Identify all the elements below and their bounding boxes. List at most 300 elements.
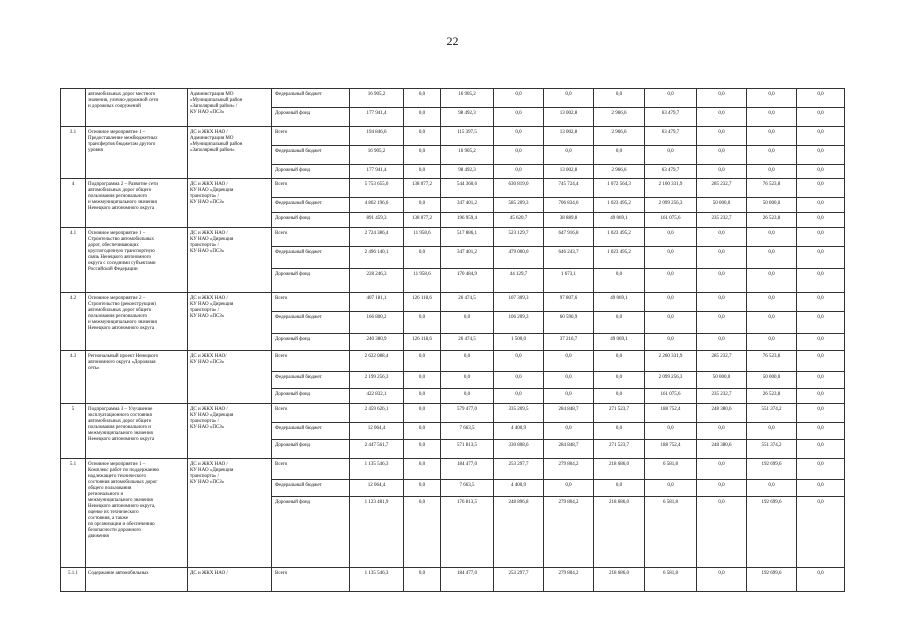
amount-cell: 138 077,2 [404, 213, 441, 228]
amount-cell: 0,0 [797, 146, 845, 165]
amount-cell: 0,0 [544, 351, 594, 372]
amount-cell: 98 492,3 [441, 108, 494, 127]
amount-cell: 0,0 [404, 312, 441, 334]
amount-cell: 0,0 [594, 389, 645, 404]
amount-cell: 0,0 [645, 312, 697, 334]
row-executor-cell [188, 89, 272, 127]
row-executor: ДС и ЖКХ НАО / КУ НАО «Дирекция транспорта» / КУ НАО «ПСЗ» [190, 231, 234, 254]
amount-cell: 161 075,6 [645, 213, 697, 228]
amount-cell: 13 002,8 [544, 108, 594, 127]
amount-cell: 0,0 [797, 389, 845, 404]
amount-cell: 49 069,1 [594, 293, 645, 312]
amount-cell: 0,0 [594, 423, 645, 440]
row-index: 5.1.1 [61, 568, 86, 592]
amount-cell: 4 862 196,6 [350, 198, 404, 213]
amount-cell: 0,0 [797, 480, 845, 497]
amount-cell: 170 484,9 [441, 269, 494, 293]
row-description-cell [86, 127, 188, 179]
funding-source: Федеральный бюджет [272, 480, 350, 497]
amount-cell: 285 232,7 [697, 179, 747, 198]
amount-cell: 0,0 [797, 179, 845, 198]
amount-cell: 0,0 [494, 389, 544, 404]
row-index: 4.3 [61, 351, 86, 404]
row-executor: ДС и ЖКХ НАО / Администрация МО «Муниципальный район «Заполярный район» [190, 130, 243, 153]
amount-cell: 0,0 [697, 497, 747, 568]
amount-cell: 2 199 256,3 [350, 372, 404, 389]
amount-cell: 0,0 [645, 146, 697, 165]
row-index: 5 [61, 404, 86, 459]
amount-cell: 16 905,2 [441, 89, 494, 108]
funding-source: Дорожный фонд [272, 213, 350, 228]
amount-cell: 7 663,5 [441, 480, 494, 497]
amount-cell: 347 401,2 [441, 198, 494, 213]
amount-cell: 1 500,0 [494, 334, 544, 351]
amount-cell: 0,0 [697, 269, 747, 293]
amount-cell: 0,0 [494, 351, 544, 372]
funding-source: Федеральный бюджет [272, 247, 350, 269]
amount-cell: 0,0 [594, 480, 645, 497]
funding-source: Дорожный фонд [272, 108, 350, 127]
amount-cell: 0,0 [697, 89, 747, 108]
amount-cell: 97 807,6 [544, 293, 594, 312]
funding-source: Всего [272, 568, 350, 592]
amount-cell: 1 072 564,3 [594, 179, 645, 198]
amount-cell: 248 896,8 [494, 497, 544, 568]
amount-cell: 49 069,1 [594, 334, 645, 351]
amount-cell: 0,0 [404, 146, 441, 165]
amount-cell: 0,0 [544, 389, 594, 404]
amount-cell: 6 581,8 [645, 568, 697, 592]
amount-cell: 0,0 [404, 127, 441, 146]
amount-cell: 2 160 331,9 [645, 179, 697, 198]
amount-cell: 0,0 [697, 146, 747, 165]
row-description-cell [86, 351, 188, 404]
amount-cell: 0,0 [404, 389, 441, 404]
amount-cell: 0,0 [697, 459, 747, 480]
amount-cell: 0,0 [797, 459, 845, 480]
row-executor-cell [188, 351, 272, 404]
amount-cell: 0,0 [404, 247, 441, 269]
amount-cell: 45 620,7 [494, 213, 544, 228]
amount-cell: 0,0 [441, 351, 494, 372]
amount-cell: 192 699,6 [747, 497, 797, 568]
amount-cell: 44 129,7 [494, 269, 544, 293]
amount-cell: 285 232,7 [697, 351, 747, 372]
amount-cell: 16 905,2 [350, 146, 404, 165]
amount-cell: 177 941,4 [350, 165, 404, 179]
amount-cell: 630 819,0 [494, 179, 544, 198]
row-description: Региональный проект Ненецкого автономного округа «Дорожная сеть» [88, 354, 159, 371]
row-executor-cell [188, 127, 272, 179]
amount-cell: 0,0 [797, 312, 845, 334]
amount-cell: 2 447 561,7 [350, 440, 404, 459]
amount-cell: 0,0 [747, 165, 797, 179]
amount-cell: 50 000,0 [747, 372, 797, 389]
amount-cell: 0,0 [404, 198, 441, 213]
amount-cell: 0,0 [441, 389, 494, 404]
funding-source: Дорожный фонд [272, 269, 350, 293]
row-executor: ДС и ЖКХ НАО / КУ НАО «Дирекция транспорта» / КУ НАО «ПСЗ» [190, 407, 234, 430]
amount-cell: 0,0 [645, 293, 697, 312]
row-description: Подпрограмма 3 – Улучшение эксплуатационного состояния автомобильных дорог общего пользования регионального и межмуниципального значения Ненецкого автономного округа [88, 407, 155, 442]
amount-cell: 0,0 [645, 247, 697, 269]
amount-cell: 0,0 [797, 108, 845, 127]
row-description: Основное мероприятие 2 – Строительство (реконструкция) автомобильных дорог общего пользования регионального и межмуниципального значения Ненецкого автономного округа [88, 296, 157, 331]
amount-cell: 37 216,7 [544, 334, 594, 351]
amount-cell: 551 374,2 [747, 440, 797, 459]
amount-cell: 1 135 546,3 [350, 459, 404, 480]
amount-cell: 0,0 [645, 334, 697, 351]
table-row [61, 293, 845, 312]
table-row [61, 351, 845, 372]
amount-cell: 0,0 [747, 89, 797, 108]
amount-cell: 2 724 386,4 [350, 228, 404, 247]
amount-cell: 0,0 [747, 293, 797, 312]
amount-cell: 63 479,7 [645, 108, 697, 127]
amount-cell: 0,0 [797, 334, 845, 351]
amount-cell: 26 523,8 [747, 213, 797, 228]
amount-cell: 0,0 [697, 312, 747, 334]
amount-cell: 63 479,7 [645, 127, 697, 146]
amount-cell: 0,0 [797, 228, 845, 247]
row-index: 5.1 [61, 459, 86, 568]
amount-cell: 0,0 [747, 480, 797, 497]
amount-cell: 176 813,5 [441, 497, 494, 568]
amount-cell: 517 886,1 [441, 228, 494, 247]
amount-cell: 0,0 [747, 312, 797, 334]
amount-cell: 0,0 [747, 334, 797, 351]
amount-cell: 0,0 [747, 269, 797, 293]
amount-cell: 188 752,4 [645, 404, 697, 423]
row-index [61, 89, 86, 127]
amount-cell: 0,0 [544, 89, 594, 108]
amount-cell: 0,0 [747, 127, 797, 146]
amount-cell: 228 246,3 [350, 269, 404, 293]
amount-cell: 0,0 [797, 351, 845, 372]
amount-cell: 1 135 546,3 [350, 568, 404, 592]
row-executor: ДС и ЖКХ НАО/ КУ НАО «ПСЗ» [190, 354, 227, 365]
amount-cell: 0,0 [797, 293, 845, 312]
amount-cell: 12 064,4 [350, 480, 404, 497]
amount-cell: 4 400,9 [494, 480, 544, 497]
amount-cell: 0,0 [404, 497, 441, 568]
funding-source: Всего [272, 179, 350, 198]
amount-cell: 891 459,3 [350, 213, 404, 228]
amount-cell: 0,0 [594, 146, 645, 165]
amount-cell: 0,0 [797, 404, 845, 423]
row-index: 3.1 [61, 127, 86, 179]
amount-cell: 1 123 481,9 [350, 497, 404, 568]
amount-cell: 0,0 [441, 312, 494, 334]
funding-source: Всего [272, 127, 350, 146]
amount-cell: 0,0 [404, 165, 441, 179]
row-description: Содержание автомобильных [88, 571, 149, 576]
amount-cell: 63 479,7 [645, 165, 697, 179]
amount-cell: 0,0 [747, 423, 797, 440]
row-executor: ДС и ЖКХ НАО / КУ НАО «Дирекция транспорта» / КУ НАО «ПСЗ» [190, 296, 234, 319]
amount-cell: 2 099 256,3 [645, 198, 697, 213]
funding-source: Федеральный бюджет [272, 89, 350, 108]
funding-source: Всего [272, 228, 350, 247]
amount-cell: 0,0 [697, 480, 747, 497]
amount-cell: 7 663,5 [441, 423, 494, 440]
funding-source: Дорожный фонд [272, 440, 350, 459]
amount-cell: 0,0 [747, 228, 797, 247]
row-description-cell [86, 179, 188, 228]
amount-cell: 0,0 [594, 351, 645, 372]
amount-cell: 218 686,0 [594, 568, 645, 592]
amount-cell: 6 581,8 [645, 459, 697, 480]
table-row [61, 459, 845, 480]
amount-cell: 161 075,6 [645, 389, 697, 404]
amount-cell: 0,0 [594, 269, 645, 293]
funding-source: Дорожный фонд [272, 334, 350, 351]
amount-cell: 98 492,3 [441, 165, 494, 179]
amount-cell: 0,0 [544, 423, 594, 440]
amount-cell: 0,0 [697, 334, 747, 351]
amount-cell: 271 523,7 [594, 404, 645, 423]
row-description-cell [86, 293, 188, 351]
amount-cell: 248 380,6 [697, 404, 747, 423]
amount-cell: 0,0 [797, 372, 845, 389]
amount-cell: 126 118,6 [404, 293, 441, 312]
amount-cell: 192 699,6 [747, 568, 797, 592]
amount-cell: 0,0 [797, 423, 845, 440]
amount-cell: 279 804,2 [544, 568, 594, 592]
amount-cell: 0,0 [494, 146, 544, 165]
amount-cell: 26 474,5 [441, 293, 494, 312]
amount-cell: 253 297,7 [494, 568, 544, 592]
amount-cell: 0,0 [544, 480, 594, 497]
row-description: Подпрограмма 2 – Развитие сети автомобильных дорог общего пользования регионального и межмуниципального значения Ненецкого автономного округа [88, 182, 158, 211]
amount-cell: 422 832,1 [350, 389, 404, 404]
amount-cell: 2 622 088,4 [350, 351, 404, 372]
amount-cell: 0,0 [797, 213, 845, 228]
table-row [61, 568, 845, 592]
amount-cell: 2 099 256,3 [645, 372, 697, 389]
amount-cell: 0,0 [404, 372, 441, 389]
amount-cell: 50 000,0 [697, 198, 747, 213]
amount-cell: 26 474,5 [441, 334, 494, 351]
table-row [61, 228, 845, 247]
amount-cell: 0,0 [404, 568, 441, 592]
amount-cell: 2 966,6 [594, 108, 645, 127]
amount-cell: 0,0 [697, 127, 747, 146]
amount-cell: 184 477,0 [441, 568, 494, 592]
amount-cell: 335 209,5 [494, 404, 544, 423]
amount-cell: 0,0 [697, 293, 747, 312]
row-index: 4.1 [61, 228, 86, 293]
amount-cell: 11 958,6 [404, 228, 441, 247]
funding-source: Федеральный бюджет [272, 312, 350, 334]
amount-cell: 248 380,6 [697, 440, 747, 459]
amount-cell: 240 380,9 [350, 334, 404, 351]
amount-cell: 706 834,6 [544, 198, 594, 213]
amount-cell: 16 905,2 [441, 146, 494, 165]
table-row [61, 404, 845, 423]
amount-cell: 4 400,9 [494, 423, 544, 440]
amount-cell: 0,0 [747, 108, 797, 127]
amount-cell: 2 260 331,9 [645, 351, 697, 372]
amount-cell: 49 069,1 [594, 213, 645, 228]
amount-cell: 2 459 626,1 [350, 404, 404, 423]
amount-cell: 2 966,6 [594, 127, 645, 146]
amount-cell: 2 496 140,1 [350, 247, 404, 269]
funding-source: Федеральный бюджет [272, 198, 350, 213]
amount-cell: 0,0 [494, 165, 544, 179]
row-description: Основное мероприятие 1 – Строительство автомобильных дорог, обеспечивающих круглогодичную транспортную связь Ненецкого автономного округа с соседними субъектами Российской Федерации [88, 231, 156, 272]
amount-cell: 0,0 [645, 89, 697, 108]
row-executor: ДС и ЖКХ НАО / КУ НАО «Дирекция транспорта» / КУ НАО «ПСЗ» [190, 462, 234, 485]
amount-cell: 138 077,2 [404, 179, 441, 198]
row-executor-cell [188, 179, 272, 228]
amount-cell: 11 958,6 [404, 269, 441, 293]
row-executor: ДС и ЖКХ НАО / КУ НАО «Дирекция транспорта» / КУ НАО «ПСЗ» [190, 182, 234, 205]
amount-cell: 106 209,3 [494, 312, 544, 334]
amount-cell: 0,0 [594, 372, 645, 389]
amount-cell: 0,0 [797, 165, 845, 179]
amount-cell: 647 916,8 [544, 228, 594, 247]
amount-cell: 6 581,8 [645, 497, 697, 568]
row-description: автомобильных дорог местного значения, улично-дорожной сети и дорожных сооружений [88, 92, 159, 109]
amount-cell: 184 477,0 [441, 459, 494, 480]
amount-cell: 0,0 [404, 351, 441, 372]
funding-source: Всего [272, 293, 350, 312]
amount-cell: 0,0 [797, 198, 845, 213]
amount-cell: 407 181,1 [350, 293, 404, 312]
amount-cell: 60 590,9 [544, 312, 594, 334]
funding-source: Федеральный бюджет [272, 372, 350, 389]
amount-cell: 0,0 [645, 228, 697, 247]
amount-cell: 194 846,6 [350, 127, 404, 146]
amount-cell: 0,0 [441, 372, 494, 389]
amount-cell: 1 023 495,2 [594, 228, 645, 247]
amount-cell: 76 523,8 [747, 179, 797, 198]
amount-cell: 16 905,2 [350, 89, 404, 108]
amount-cell: 479 000,0 [494, 247, 544, 269]
amount-cell: 0,0 [645, 269, 697, 293]
amount-cell: 0,0 [404, 480, 441, 497]
amount-cell: 579 477,0 [441, 404, 494, 423]
row-executor-cell [188, 293, 272, 351]
amount-cell: 0,0 [404, 423, 441, 440]
funding-source: Федеральный бюджет [272, 146, 350, 165]
amount-cell: 279 804,2 [544, 497, 594, 568]
amount-cell: 0,0 [797, 127, 845, 146]
funding-source: Федеральный бюджет [272, 423, 350, 440]
amount-cell: 0,0 [404, 459, 441, 480]
amount-cell: 523 129,7 [494, 228, 544, 247]
amount-cell: 279 804,2 [544, 459, 594, 480]
amount-cell: 0,0 [697, 228, 747, 247]
amount-cell: 12 064,4 [350, 423, 404, 440]
amount-cell: 284 848,7 [544, 404, 594, 423]
amount-cell: 0,0 [404, 440, 441, 459]
table-row [61, 127, 845, 146]
funding-source: Дорожный фонд [272, 165, 350, 179]
amount-cell: 0,0 [544, 372, 594, 389]
amount-cell: 571 813,5 [441, 440, 494, 459]
amount-cell: 0,0 [747, 247, 797, 269]
amount-cell: 2 966,6 [594, 165, 645, 179]
amount-cell: 347 401,2 [441, 247, 494, 269]
amount-cell: 0,0 [494, 108, 544, 127]
amount-cell: 330 808,6 [494, 440, 544, 459]
row-description-cell [86, 568, 188, 592]
funding-source: Всего [272, 351, 350, 372]
funding-source: Дорожный фонд [272, 389, 350, 404]
amount-cell: 0,0 [594, 89, 645, 108]
amount-cell: 196 959,4 [441, 213, 494, 228]
funding-source: Всего [272, 404, 350, 423]
amount-cell: 0,0 [404, 89, 441, 108]
page-number: 22 [446, 34, 459, 48]
amount-cell: 235 232,7 [697, 213, 747, 228]
amount-cell: 253 297,7 [494, 459, 544, 480]
row-executor: ДС и ЖКХ НАО / [190, 571, 228, 576]
amount-cell: 1 023 495,2 [594, 247, 645, 269]
row-description-cell [86, 228, 188, 293]
amount-cell: 107 309,3 [494, 293, 544, 312]
amount-cell: 1 023 495,2 [594, 198, 645, 213]
amount-cell: 188 752,4 [645, 440, 697, 459]
amount-cell: 0,0 [645, 423, 697, 440]
amount-cell: 50 000,0 [697, 372, 747, 389]
funding-source: Дорожный фонд [272, 497, 350, 568]
amount-cell: 745 724,4 [544, 179, 594, 198]
amount-cell: 0,0 [544, 146, 594, 165]
amount-cell: 0,0 [697, 423, 747, 440]
amount-cell: 235 232,7 [697, 389, 747, 404]
amount-cell: 0,0 [697, 165, 747, 179]
amount-cell: 585 209,3 [494, 198, 544, 213]
row-description-cell [86, 404, 188, 459]
amount-cell: 0,0 [494, 89, 544, 108]
row-executor-cell [188, 459, 272, 568]
amount-cell: 0,0 [594, 312, 645, 334]
amount-cell: 0,0 [797, 440, 845, 459]
amount-cell: 271 523,7 [594, 440, 645, 459]
row-description-cell [86, 459, 188, 568]
amount-cell: 646 243,7 [544, 247, 594, 269]
amount-cell: 284 848,7 [544, 440, 594, 459]
row-executor-cell [188, 568, 272, 592]
amount-cell: 192 699,6 [747, 459, 797, 480]
amount-cell: 126 118,6 [404, 334, 441, 351]
amount-cell: 1 673,1 [544, 269, 594, 293]
amount-cell: 76 523,8 [747, 351, 797, 372]
row-description-cell [86, 89, 188, 127]
amount-cell: 0,0 [697, 247, 747, 269]
amount-cell: 0,0 [494, 127, 544, 146]
row-executor-cell [188, 404, 272, 459]
amount-cell: 0,0 [797, 89, 845, 108]
amount-cell: 0,0 [747, 146, 797, 165]
row-description: Основное мероприятие 1 – Комплекс работ по поддержанию надлежащего технического состояния автомобильных дорог общего пользования регионального и межмуниципального значения Ненецкого автономного округа, оценке их технического состояния, а также по организации и обеспечению безопасности дорожного движения [88, 462, 159, 539]
amount-cell: 26 523,8 [747, 389, 797, 404]
amount-cell: 0,0 [645, 480, 697, 497]
amount-cell: 551 374,2 [747, 404, 797, 423]
row-index: 4.2 [61, 293, 86, 351]
amount-cell: 38 889,8 [544, 213, 594, 228]
amount-cell: 0,0 [797, 269, 845, 293]
amount-cell: 177 941,4 [350, 108, 404, 127]
row-description: Основное мероприятие 1 – Предоставление межбюджетных трансфертов бюджетам другого уровня [88, 130, 158, 153]
amount-cell: 0,0 [697, 568, 747, 592]
amount-cell: 0,0 [494, 372, 544, 389]
amount-cell: 166 800,2 [350, 312, 404, 334]
row-index: 4 [61, 179, 86, 228]
